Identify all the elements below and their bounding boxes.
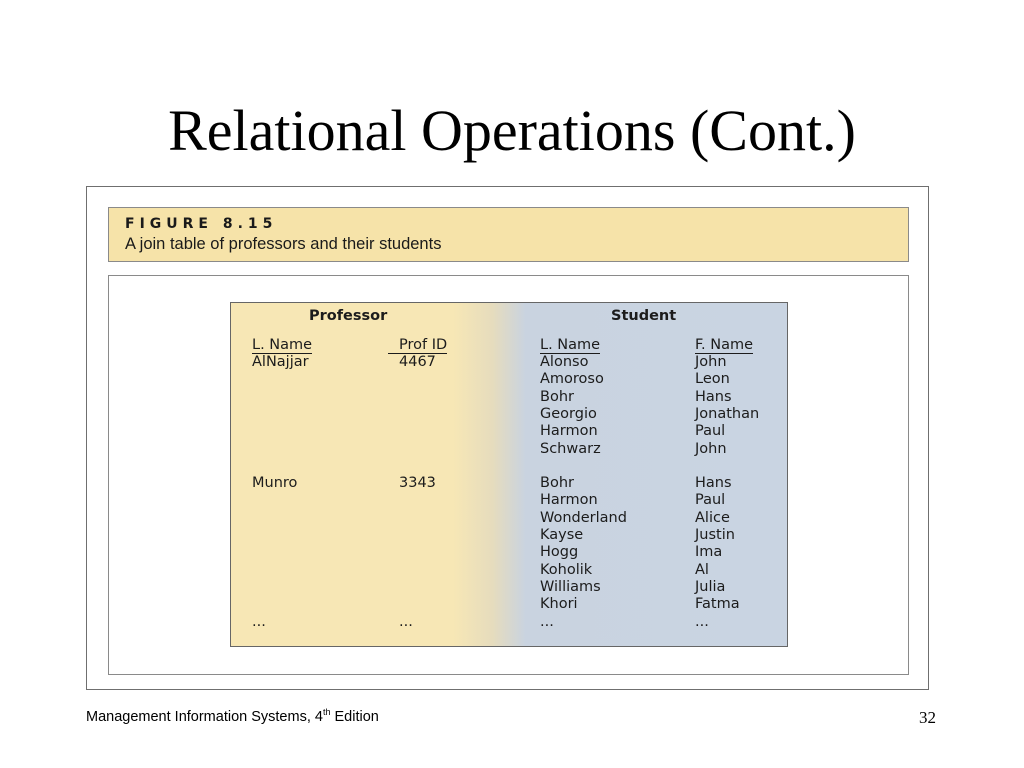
- cell-student-lname: Hogg: [540, 544, 579, 561]
- table-panel: [108, 275, 909, 675]
- cell-prof-lname: ...: [252, 613, 266, 630]
- cell-prof-lname: AlNajjar: [252, 354, 309, 370]
- join-table: [230, 302, 788, 647]
- cell-student-fname: Paul: [695, 492, 726, 509]
- cell-student-fname: Fatma: [695, 596, 740, 613]
- cell-student-lname: Amoroso: [540, 371, 604, 388]
- col-header-prof-lname: L. Name: [252, 337, 313, 353]
- cell-student-fname: Justin: [695, 527, 735, 543]
- footer-suffix: Edition: [330, 708, 379, 725]
- professor-group-header: Professor: [309, 308, 388, 324]
- cell-student-lname: Kayse: [540, 527, 584, 543]
- cell-student-fname: Paul: [695, 423, 726, 440]
- cell-student-fname: Al: [695, 561, 709, 578]
- cell-student-fname: John: [695, 440, 727, 457]
- cell-student-fname: Hans: [695, 475, 732, 492]
- footer-edition: [86, 707, 379, 725]
- cell-student-lname: Bohr: [540, 475, 574, 492]
- footer-text: Management Information Systems, 4: [86, 708, 323, 725]
- col-header-student-lname: L. Name: [540, 337, 601, 353]
- cell-student-lname: Harmon: [540, 423, 598, 440]
- cell-student-lname: Williams: [540, 578, 601, 595]
- col-header-prof-id: Prof ID: [388, 337, 447, 354]
- cell-student-fname: Julia: [695, 578, 726, 595]
- cell-student-fname: Hans: [695, 388, 732, 405]
- cell-student-lname: Koholik: [540, 561, 593, 578]
- student-group-header: Student: [611, 308, 677, 324]
- cell-student-fname: Jonathan: [695, 405, 760, 422]
- cell-student-lname: ...: [540, 613, 554, 630]
- cell-student-lname: Alonso: [540, 354, 589, 370]
- page-number: 32: [919, 708, 936, 727]
- figure-frame: [86, 186, 929, 690]
- cell-student-fname: Ima: [695, 544, 723, 561]
- cell-student-fname: John: [695, 354, 727, 370]
- cell-student-fname: ...: [695, 613, 709, 630]
- figure-number: FIGURE 8.15: [125, 216, 278, 232]
- cell-student-lname: Khori: [540, 596, 578, 613]
- figure-caption-box: [108, 207, 909, 262]
- slide-title: Relational Operations (Cont.): [168, 98, 856, 163]
- cell-student-lname: Schwarz: [540, 440, 601, 457]
- footer-superscript: th: [322, 707, 331, 717]
- cell-prof-id: 3343: [399, 475, 436, 492]
- figure-caption: A join table of professors and their students: [125, 235, 442, 253]
- cell-student-lname: Wonderland: [540, 509, 627, 526]
- cell-prof-lname: Munro: [252, 475, 298, 492]
- cell-prof-id: ...: [399, 613, 413, 630]
- col-header-student-fname: F. Name: [695, 337, 754, 353]
- cell-student-lname: Georgio: [540, 405, 597, 422]
- cell-student-lname: Bohr: [540, 388, 574, 405]
- cell-student-fname: Alice: [695, 509, 730, 526]
- cell-student-fname: Leon: [695, 371, 730, 388]
- cell-prof-id: 4467: [399, 354, 436, 370]
- cell-student-lname: Harmon: [540, 492, 598, 509]
